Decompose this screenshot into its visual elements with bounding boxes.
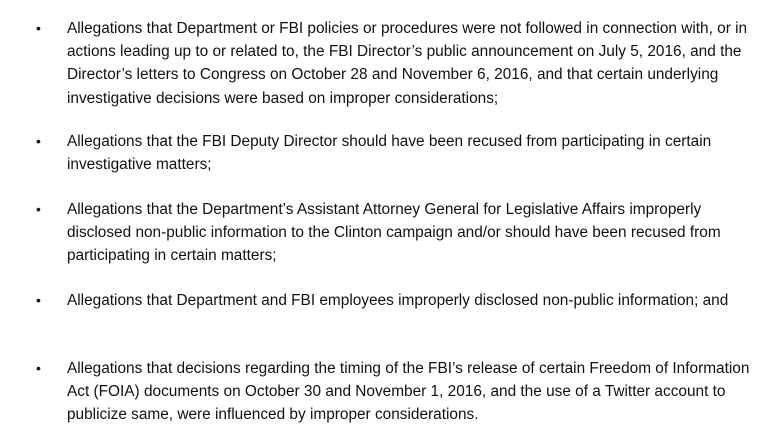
list-item-text: Allegations that Department and FBI employees improperly disclosed non-public information; and [67,292,729,309]
list-item-text: Allegations that decisions regarding the timing of the FBI’s release of certain Freedom of Information Act (FOIA) documents on October 30 and November 1, 2016, and the use of a Twitter account to publicize same, were influenced by improper considerations. [67,360,750,424]
bullet-icon: • [36,360,41,376]
bullet-icon: • [36,201,41,217]
list-item-text: Allegations that Department or FBI policies or procedures were not followed in connection with, or in actions leading up to or related to, the FBI Director’s public announcement on July 5, 2016, and the Director’s letters to Congress on October 28 and November 6, 2016, and that certain underlying investigative decisions were based on improper considerations; [67,20,748,107]
list-item-text: Allegations that the FBI Deputy Director should have been recused from participating in certain investigative matters; [67,133,712,174]
list-item-text: Allegations that the Department’s Assistant Attorney General for Legislative Affairs improperly disclosed non-public information to the Clinton campaign and/or should have been recused from participating in certain matters; [67,201,721,265]
bullet-icon: • [36,292,41,308]
bullet-icon: • [36,133,41,149]
bullet-icon: • [36,20,41,36]
